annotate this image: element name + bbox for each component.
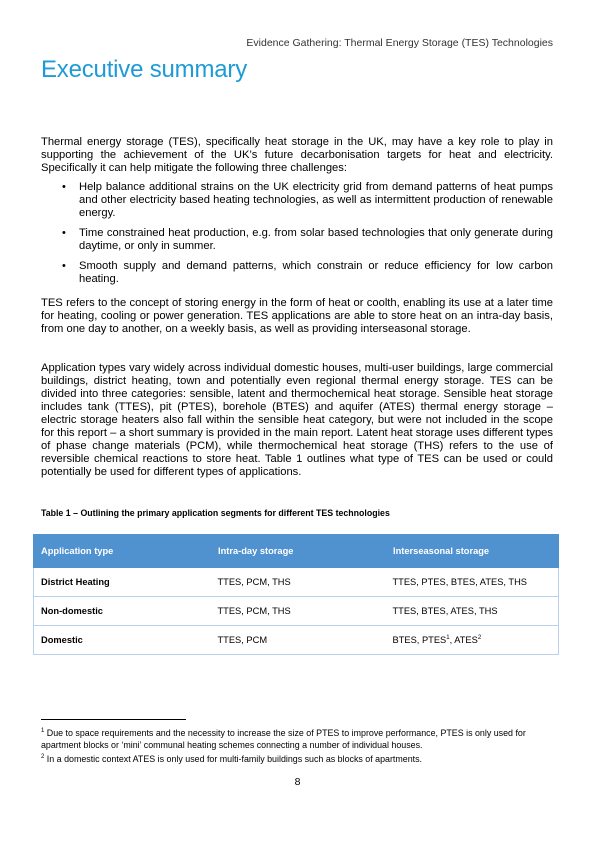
running-header: Evidence Gathering: Thermal Energy Storage (TES) Technologies	[246, 37, 553, 49]
footnote-marker: 1	[41, 728, 45, 735]
table-row	[34, 597, 559, 626]
page-number: 8	[294, 776, 301, 788]
footnote-text: Due to space requirements and the necessity to increase the size of PTES to improve performance, PTES is only used for apartment blocks or ‘mini’ communal heating schemes connecting a number of individual houses.	[41, 728, 526, 750]
application-segments-table	[33, 534, 559, 655]
list-item-text: Help balance additional strains on the UK electricity grid from demand patterns of heat pumps and other electricity based heating technologies, as well as intermittent production of renewable energy.	[79, 181, 553, 219]
table-cell: Non-domestic	[34, 597, 211, 626]
cell-text: , ATES	[449, 635, 478, 645]
column-header: Interseasonal storage	[386, 535, 559, 568]
table-cell: District Heating	[34, 568, 211, 597]
bullet-icon: •	[62, 181, 66, 193]
footnote	[41, 753, 553, 765]
footnote	[41, 727, 553, 751]
list-item-text: Smooth supply and demand patterns, which constrain or reduce efficiency for low carbon heating.	[79, 260, 553, 285]
footnote-marker: 2	[41, 754, 45, 761]
table-cell: TTES, PTES, BTES, ATES, THS	[386, 568, 559, 597]
table-row	[34, 626, 559, 655]
tes-definition-paragraph: TES refers to the concept of storing energy in the form of heat or coolth, enabling its use at a later time for heating, cooling or power generation. TES applications are able to store heat on an intra-day basis, from one day to another, on a weekly basis, as well as providing interseasonal storage.	[41, 297, 553, 335]
column-header: Application type	[34, 535, 211, 568]
list-item	[41, 260, 553, 286]
table-cell: Domestic	[34, 626, 211, 655]
table-caption: Table 1 – Outlining the primary application segments for different TES technologies	[41, 508, 390, 518]
table-header-row	[34, 535, 559, 568]
list-item	[41, 181, 553, 220]
bullet-icon: •	[62, 227, 66, 239]
table-cell: TTES, PCM	[211, 626, 386, 655]
table-cell	[386, 626, 559, 655]
table-cell: TTES, PCM, THS	[211, 597, 386, 626]
footnote-text: In a domestic context ATES is only used for multi-family buildings such as blocks of apartments.	[44, 754, 423, 764]
table-row	[34, 568, 559, 597]
table-cell: TTES, PCM, THS	[211, 568, 386, 597]
challenges-list	[41, 181, 553, 293]
list-item-text: Time constrained heat production, e.g. from solar based technologies that only generate during daytime, or only in summer.	[79, 227, 553, 252]
intro-paragraph: Thermal energy storage (TES), specifically heat storage in the UK, may have a key role to play in supporting the achievement of the UK’s future decarbonisation targets for heat and electricity. Specifically it can help mitigate the following three challenges:	[41, 136, 553, 174]
footnote-ref[interactable]: 1	[446, 634, 450, 641]
application-types-paragraph: Application types vary widely across individual domestic houses, multi-user buildings, large commercial buildings, district heating, town and potentially even regional thermal energy storage. TES can be divided into three categories: sensible, latent and thermochemical heat storage. Sensible heat storage includes tank (TTES), pit (PTES), borehole (BTES) and aquifer (ATES) thermal energy storage – electric storage heaters also fall within the sensible heat category, but were not included in the scope for this report – a short summary is provided in the main report. Latent heat storage uses different types of phase change materials (PCM), while thermochemical heat storage (THS) refers to the use of reversible chemical reactions to store heat. Table 1 outlines what type of TES can be used or could potentially be used for different types of applications.	[41, 362, 553, 478]
table-cell: TTES, BTES, ATES, THS	[386, 597, 559, 626]
footnote-divider	[41, 719, 186, 720]
bullet-icon: •	[62, 260, 66, 272]
page-title: Executive summary	[41, 56, 247, 83]
footnote-ref[interactable]: 2	[477, 634, 482, 641]
column-header: Intra-day storage	[211, 535, 386, 568]
list-item	[41, 227, 553, 253]
cell-text: BTES, PTES	[392, 635, 447, 645]
